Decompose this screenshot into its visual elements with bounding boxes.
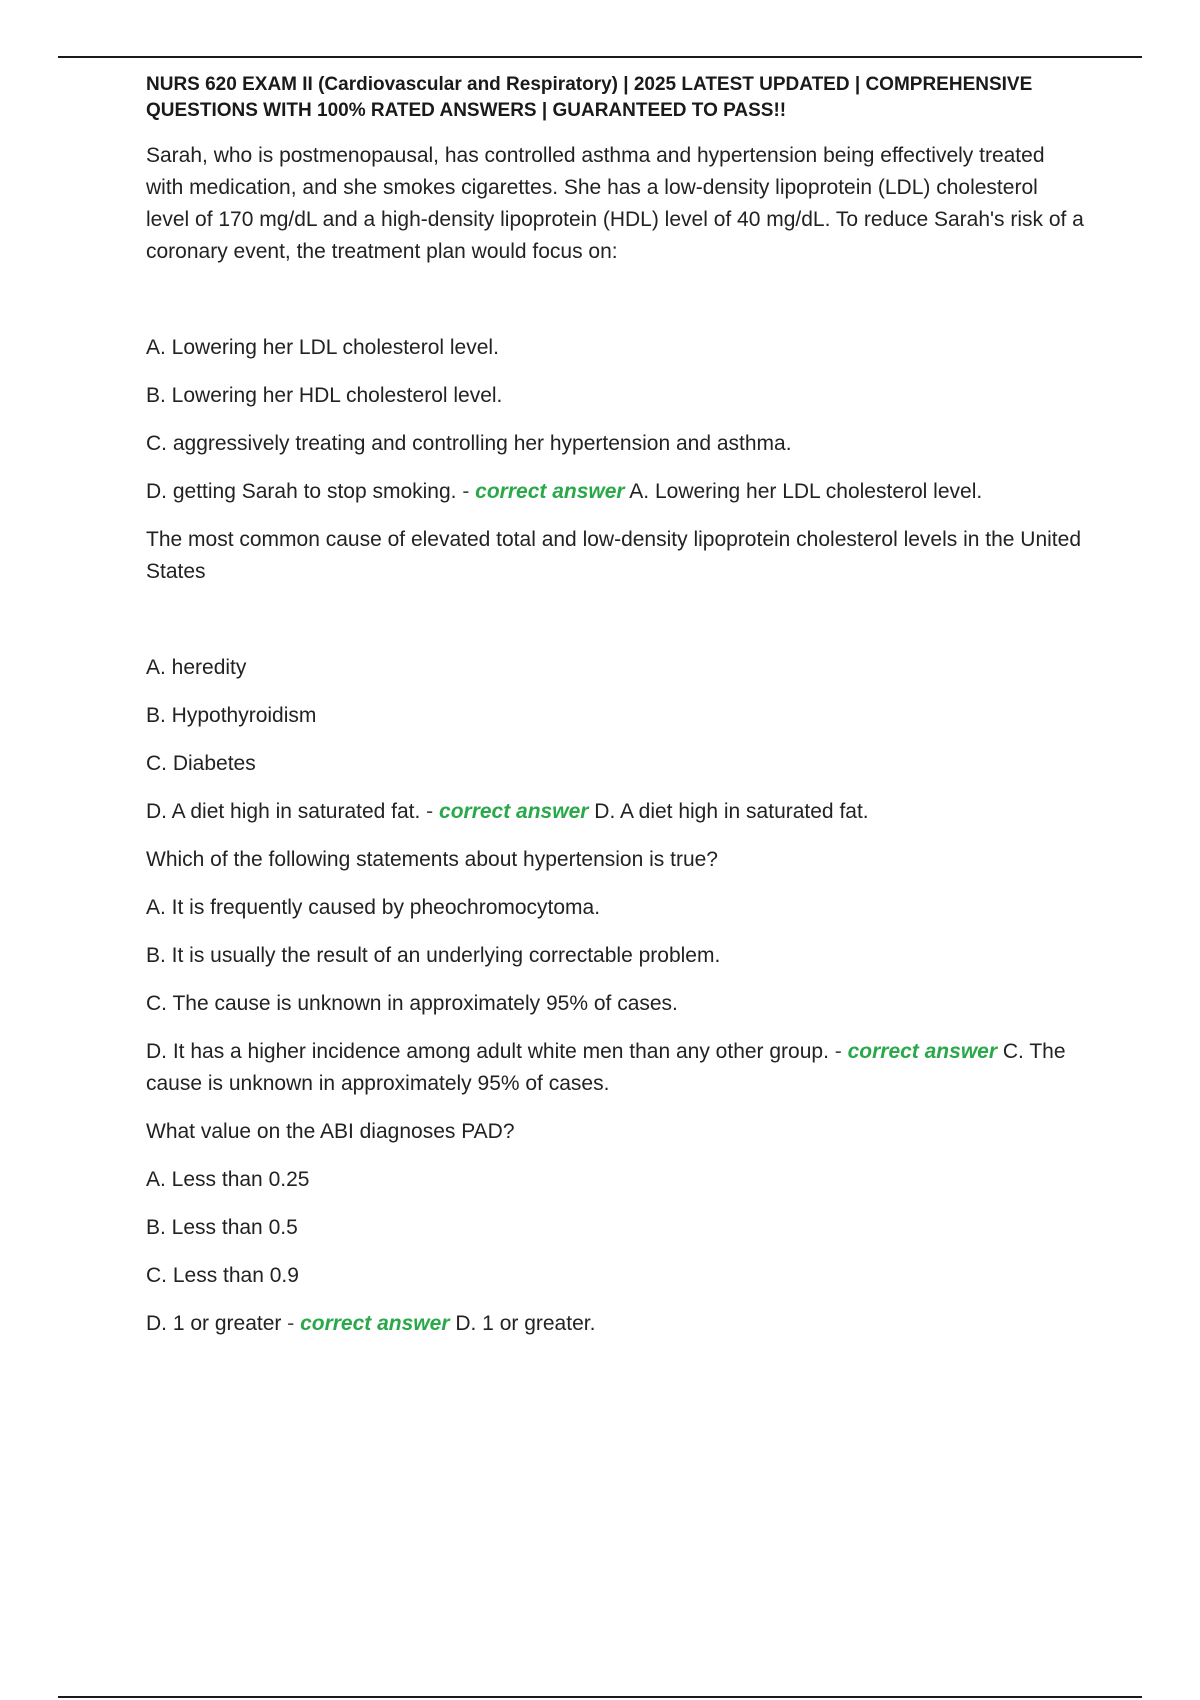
- option-d-with-answer: [146, 796, 1086, 828]
- separator: -: [420, 800, 440, 823]
- option-d-with-answer: [146, 1308, 1086, 1340]
- document-body: [146, 72, 1086, 1356]
- option-b: B. Less than 0.5: [146, 1216, 298, 1239]
- question-1: [146, 140, 1086, 508]
- question-3: [146, 844, 1086, 1100]
- option-d: D. 1 or greater: [146, 1312, 282, 1335]
- answer-text: C. The cause is unknown in approximately 95% of cases.: [146, 1040, 1066, 1095]
- option-a: A. Lowering her LDL cholesterol level.: [146, 336, 499, 359]
- top-rule: [58, 56, 1142, 58]
- option-c: C. Diabetes: [146, 752, 256, 775]
- option-c: C. aggressively treating and controlling her hypertension and asthma.: [146, 432, 792, 455]
- separator: -: [828, 1040, 848, 1063]
- question-4: [146, 1116, 1086, 1340]
- separator: -: [456, 480, 476, 503]
- answer-text: D. 1 or greater.: [455, 1312, 596, 1335]
- question-stem: Which of the following statements about hypertension is true?: [146, 848, 718, 871]
- option-a: A. heredity: [146, 656, 247, 679]
- option-d: D. It has a higher incidence among adult white men than any other group.: [146, 1040, 829, 1063]
- option-c: C. Less than 0.9: [146, 1264, 299, 1287]
- option-b: B. It is usually the result of an underlying correctable problem.: [146, 944, 721, 967]
- option-d-with-answer: [146, 1036, 1086, 1100]
- question-stem: What value on the ABI diagnoses PAD?: [146, 1120, 515, 1143]
- document-title: NURS 620 EXAM II (Cardiovascular and Respiratory) | 2025 LATEST UPDATED | COMPREHENSIVE QUESTIONS WITH 100% RATED ANSWERS | GUARANTEED TO PASS!!: [146, 74, 1033, 121]
- separator: -: [281, 1312, 301, 1335]
- option-b: B. Hypothyroidism: [146, 704, 317, 727]
- answer-text: A. Lowering her LDL cholesterol level.: [629, 480, 983, 503]
- option-d: D. A diet high in saturated fat.: [146, 800, 421, 823]
- option-d: D. getting Sarah to stop smoking.: [146, 480, 457, 503]
- option-d-with-answer: [146, 476, 1086, 508]
- option-a: A. It is frequently caused by pheochromocytoma.: [146, 896, 601, 919]
- option-b: B. Lowering her HDL cholesterol level.: [146, 384, 503, 407]
- correct-answer-label: correct answer: [847, 1040, 998, 1063]
- question-stem: Sarah, who is postmenopausal, has controlled asthma and hypertension being effectively treated with medication, and she smokes cigarettes. She has a low-density lipoprotein (LDL) cholesterol level of 170 mg/dL and a high-density lipoprotein (HDL) level of 40 mg/dL. To reduce Sarah's risk of a coronary event, the treatment plan would focus on:: [146, 144, 1084, 263]
- option-a: A. Less than 0.25: [146, 1168, 310, 1191]
- answer-text: D. A diet high in saturated fat.: [594, 800, 869, 823]
- correct-answer-label: correct answer: [300, 1312, 450, 1335]
- option-c: C. The cause is unknown in approximately 95% of cases.: [146, 992, 678, 1015]
- correct-answer-label: correct answer: [439, 800, 589, 823]
- correct-answer-label: correct answer: [475, 480, 625, 503]
- question-stem: The most common cause of elevated total and low-density lipoprotein cholesterol levels in the United States: [146, 528, 1082, 583]
- question-2: [146, 524, 1086, 828]
- bottom-rule: [58, 1696, 1142, 1698]
